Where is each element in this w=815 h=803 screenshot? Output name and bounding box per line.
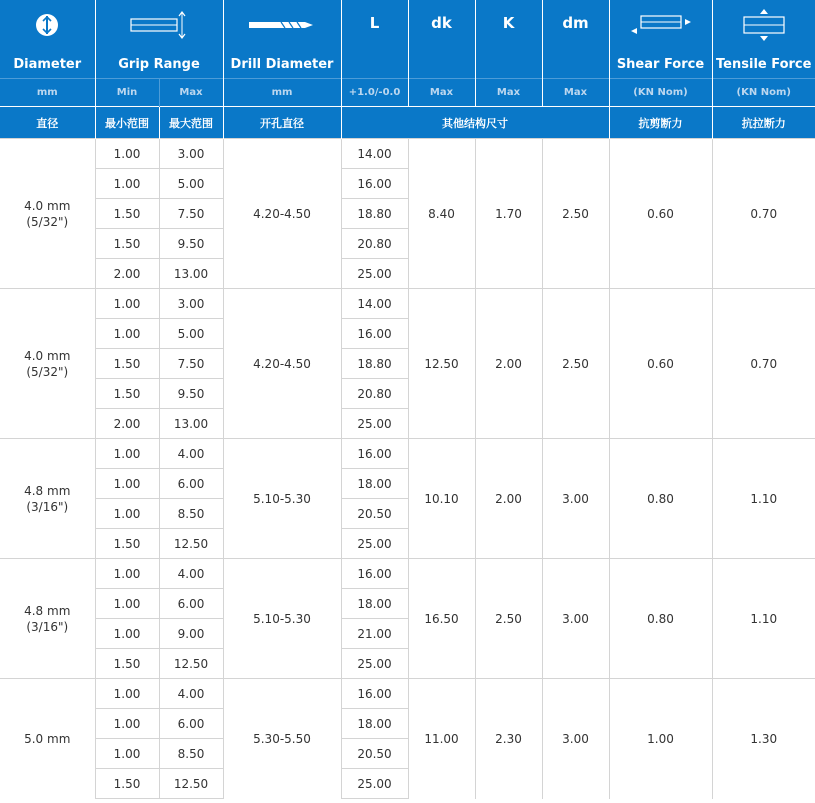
grip-max-cell: 12.50 <box>159 649 223 679</box>
col-L-title: L <box>341 0 408 79</box>
grip-range-icon <box>129 10 189 40</box>
grip-max-cell: 9.50 <box>159 229 223 259</box>
diameter-cell <box>0 559 95 679</box>
grip-min-cell: 1.00 <box>95 589 159 619</box>
L-cell: 16.00 <box>341 319 408 349</box>
L-cell: 14.00 <box>341 289 408 319</box>
L-cell: 16.00 <box>341 169 408 199</box>
grip-max-cell: 7.50 <box>159 349 223 379</box>
grip-min-cell: 1.00 <box>95 619 159 649</box>
L-cell: 25.00 <box>341 409 408 439</box>
grip-min-cell: 1.00 <box>95 499 159 529</box>
grip-max-cell: 7.50 <box>159 199 223 229</box>
grip-min-cell: 1.00 <box>95 559 159 589</box>
L-cell: 20.50 <box>341 499 408 529</box>
dm-cell: 2.50 <box>542 139 609 289</box>
grip-min-cell: 2.00 <box>95 409 159 439</box>
dk-cell: 8.40 <box>408 139 475 289</box>
shear-force-cell: 0.60 <box>609 139 712 289</box>
col-shear-force-title: Shear Force <box>609 50 712 79</box>
K-sub: Max <box>475 79 542 107</box>
diameter-mm: 4.8 mm <box>24 603 71 618</box>
grip-max-cell: 8.50 <box>159 739 223 769</box>
table-row <box>0 139 815 169</box>
grip-min-cell: 1.00 <box>95 289 159 319</box>
grip-min-cell: 1.00 <box>95 439 159 469</box>
diameter-inch: (5/32") <box>26 364 69 379</box>
grip-max-cell: 13.00 <box>159 409 223 439</box>
K-cell: 1.70 <box>475 139 542 289</box>
diameter-icon <box>34 12 60 38</box>
shear-force-cell: 0.60 <box>609 289 712 439</box>
L-cell: 18.80 <box>341 199 408 229</box>
diameter-cell <box>0 679 95 799</box>
grip-max-cell: 5.00 <box>159 169 223 199</box>
drill-diameter-cell: 5.10-5.30 <box>223 559 341 679</box>
dm-cell: 3.00 <box>542 679 609 799</box>
grip-min-cell: 1.00 <box>95 139 159 169</box>
col-grip-range-title: Grip Range <box>95 50 223 79</box>
drill-diameter-cell: 5.10-5.30 <box>223 439 341 559</box>
L-cell: 16.00 <box>341 559 408 589</box>
grip-min-cell: 1.50 <box>95 379 159 409</box>
tensile-cn: 抗拉断力 <box>712 107 815 139</box>
L-cell: 20.80 <box>341 229 408 259</box>
L-cell: 18.00 <box>341 589 408 619</box>
shear-force-cell: 0.80 <box>609 559 712 679</box>
L-cell: 21.00 <box>341 619 408 649</box>
grip-min-cell: 1.50 <box>95 769 159 799</box>
grip-min-cell: 1.00 <box>95 709 159 739</box>
diameter-icon-cell <box>0 0 95 50</box>
grip-max-cell: 13.00 <box>159 259 223 289</box>
dm-cell: 3.00 <box>542 559 609 679</box>
col-tensile-force-title: Tensile Force <box>712 50 815 79</box>
dk-cell: 12.50 <box>408 289 475 439</box>
grip-max-cell: 4.00 <box>159 679 223 709</box>
dm-sub: Max <box>542 79 609 107</box>
grip-min-cell: 1.00 <box>95 319 159 349</box>
grip-min-cell: 1.00 <box>95 679 159 709</box>
tensile-unit: (KN Nom) <box>712 79 815 107</box>
col-drill-diameter-title: Drill Diameter <box>223 50 341 79</box>
tensile-force-cell: 0.70 <box>712 289 815 439</box>
table-row <box>0 439 815 469</box>
dk-cell: 10.10 <box>408 439 475 559</box>
shear-force-cell: 0.80 <box>609 439 712 559</box>
diameter-inch: (5/32") <box>26 214 69 229</box>
grip-max-cell: 4.00 <box>159 439 223 469</box>
dk-sub: Max <box>408 79 475 107</box>
diameter-cn: 直径 <box>0 107 95 139</box>
grip-min-cell: 1.50 <box>95 349 159 379</box>
K-cell: 2.00 <box>475 289 542 439</box>
tensile-force-cell: 1.10 <box>712 559 815 679</box>
col-dm-title: dm <box>542 0 609 79</box>
grip-max-cell: 8.50 <box>159 499 223 529</box>
shear-cn: 抗剪断力 <box>609 107 712 139</box>
L-cell: 25.00 <box>341 649 408 679</box>
diameter-cell <box>0 289 95 439</box>
grip-min-sub: Min <box>95 79 159 107</box>
diameter-mm: 4.0 mm <box>24 348 71 363</box>
diameter-cell <box>0 139 95 289</box>
diameter-inch: (3/16") <box>26 619 69 634</box>
grip-min-cell: 1.50 <box>95 199 159 229</box>
drill-unit: mm <box>223 79 341 107</box>
grip-max-cell: 4.00 <box>159 559 223 589</box>
L-tolerance: +1.0/-0.0 <box>341 79 408 107</box>
col-dk-title: dk <box>408 0 475 79</box>
grip-max-cell: 3.00 <box>159 139 223 169</box>
grip-min-cell: 1.50 <box>95 229 159 259</box>
grip-max-cell: 9.50 <box>159 379 223 409</box>
diameter-unit: mm <box>0 79 95 107</box>
grip-max-cn: 最大范围 <box>159 107 223 139</box>
drill-diameter-cell: 5.30-5.50 <box>223 679 341 799</box>
grip-max-cell: 12.50 <box>159 529 223 559</box>
grip-min-cell: 1.00 <box>95 169 159 199</box>
tensile-icon-cell <box>712 0 815 50</box>
table-row <box>0 679 815 709</box>
K-cell: 2.30 <box>475 679 542 799</box>
shear-force-icon <box>629 13 693 37</box>
shear-unit: (KN Nom) <box>609 79 712 107</box>
L-cell: 14.00 <box>341 139 408 169</box>
tensile-force-cell: 1.30 <box>712 679 815 799</box>
L-cell: 20.80 <box>341 379 408 409</box>
L-cell: 25.00 <box>341 769 408 799</box>
K-cell: 2.00 <box>475 439 542 559</box>
col-K-title: K <box>475 0 542 79</box>
L-cell: 18.00 <box>341 469 408 499</box>
drill-diameter-cell: 4.20-4.50 <box>223 139 341 289</box>
L-cell: 25.00 <box>341 259 408 289</box>
diameter-mm: 5.0 mm <box>24 731 71 746</box>
drill-diameter-cell: 4.20-4.50 <box>223 289 341 439</box>
drill-icon-cell <box>223 0 341 50</box>
dk-cell: 11.00 <box>408 679 475 799</box>
grip-max-cell: 12.50 <box>159 769 223 799</box>
grip-max-cell: 6.00 <box>159 589 223 619</box>
shear-force-cell: 1.00 <box>609 679 712 799</box>
grip-max-cell: 6.00 <box>159 469 223 499</box>
dk-cell: 16.50 <box>408 559 475 679</box>
L-cell: 25.00 <box>341 529 408 559</box>
grip-min-cell: 2.00 <box>95 259 159 289</box>
other-dims-cn: 其他结构尺寸 <box>341 107 609 139</box>
diameter-inch: (3/16") <box>26 499 69 514</box>
diameter-cell <box>0 439 95 559</box>
dm-cell: 2.50 <box>542 289 609 439</box>
grip-min-cell: 1.00 <box>95 739 159 769</box>
drill-bit-icon <box>247 18 317 32</box>
grip-min-cell: 1.00 <box>95 469 159 499</box>
grip-max-cell: 6.00 <box>159 709 223 739</box>
grip-min-cell: 1.50 <box>95 649 159 679</box>
grip-max-cell: 3.00 <box>159 289 223 319</box>
grip-max-cell: 9.00 <box>159 619 223 649</box>
dm-cell: 3.00 <box>542 439 609 559</box>
L-cell: 18.80 <box>341 349 408 379</box>
L-cell: 16.00 <box>341 679 408 709</box>
tensile-force-icon <box>742 8 786 42</box>
K-cell: 2.50 <box>475 559 542 679</box>
col-diameter-title: Diameter <box>0 50 95 79</box>
shear-icon-cell <box>609 0 712 50</box>
tensile-force-cell: 1.10 <box>712 439 815 559</box>
table-row <box>0 559 815 589</box>
grip-max-sub: Max <box>159 79 223 107</box>
grip-min-cn: 最小范围 <box>95 107 159 139</box>
drill-cn: 开孔直径 <box>223 107 341 139</box>
L-cell: 18.00 <box>341 709 408 739</box>
table-row <box>0 289 815 319</box>
L-cell: 16.00 <box>341 439 408 469</box>
diameter-mm: 4.8 mm <box>24 483 71 498</box>
spec-body <box>0 139 815 799</box>
grip-min-cell: 1.50 <box>95 529 159 559</box>
grip-max-cell: 5.00 <box>159 319 223 349</box>
L-cell: 20.50 <box>341 739 408 769</box>
tensile-force-cell: 0.70 <box>712 139 815 289</box>
grip-range-icon-cell <box>95 0 223 50</box>
diameter-mm: 4.0 mm <box>24 198 71 213</box>
